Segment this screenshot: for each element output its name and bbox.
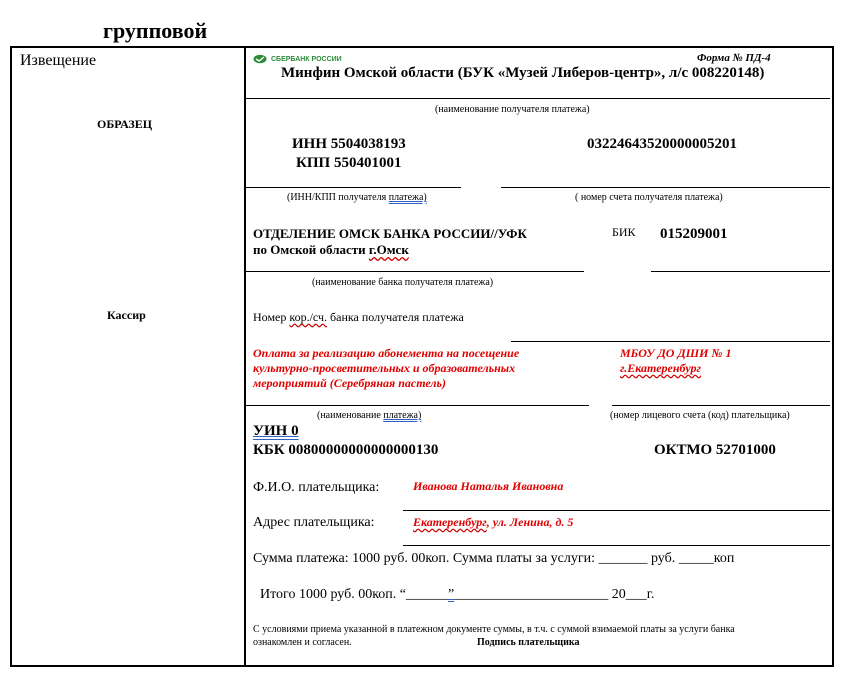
bik-value: 015209001 xyxy=(660,226,728,242)
inn-value: ИНН 5504038193 xyxy=(292,136,406,152)
payer-account-underline xyxy=(612,405,830,406)
purpose-hint: (наименование платежа) xyxy=(317,410,422,421)
account-hint: ( номер счета получателя платежа) xyxy=(575,192,723,203)
sberbank-logo-icon xyxy=(253,54,267,64)
kpp-value: КПП 550401001 xyxy=(296,155,402,171)
payer-city: г.Екатеренбург xyxy=(620,361,701,375)
bank-underline xyxy=(244,271,584,272)
inn-hint: (ИНН/КПП получателя платежа) xyxy=(287,192,427,203)
notice-label: Извещение xyxy=(20,52,97,69)
recipient-underline xyxy=(244,98,830,99)
bik-underline xyxy=(651,271,830,272)
bik-label: БИК xyxy=(612,225,636,239)
sample-label: ОБРАЗЕЦ xyxy=(97,117,153,131)
sberbank-logo-text: СБЕРБАНК РОССИИ xyxy=(271,55,342,63)
payment-purpose-line2: культурно-просветительных и образовательных xyxy=(253,361,516,375)
cashier-label: Кассир xyxy=(107,308,146,322)
purpose-underline xyxy=(244,405,589,406)
account-underline xyxy=(501,187,830,188)
oktmo-value: ОКТМО 52701000 xyxy=(654,442,776,458)
payer-organization: МБОУ ДО ДШИ № 1 xyxy=(620,346,732,360)
account-number: 03224643520000005201 xyxy=(587,136,737,152)
corr-account-label: Номер кор./сч. банка получателя платежа xyxy=(253,310,464,324)
inn-underline xyxy=(244,187,461,188)
recipient-hint: (наименование получателя платежа) xyxy=(435,104,590,115)
uin-value: УИН 0 xyxy=(253,423,299,439)
payer-address-underline xyxy=(403,545,830,546)
payer-signature-label: Подпись плательщика xyxy=(477,637,580,648)
payment-purpose-line3: мероприятий (Серебряная пастель) xyxy=(253,376,447,390)
form-number: Форма № ПД-4 xyxy=(697,52,771,64)
payment-purpose-line1: Оплата за реализацию абонемента на посещение xyxy=(253,346,520,360)
column-divider xyxy=(244,46,246,667)
corr-account-underline xyxy=(511,341,830,342)
recipient-name: Минфин Омской области (БУК «Музей Либеров-центр», л/с 008220148) xyxy=(281,65,765,81)
payer-name-underline xyxy=(403,510,830,511)
payment-sum-line: Сумма платежа: 1000 руб. 00коп. Сумма платы за услуги: _______ руб. _____коп xyxy=(253,551,735,566)
bank-hint: (наименование банка получателя платежа) xyxy=(312,277,494,288)
payer-account-hint: (номер лицевого счета (код) плательщика) xyxy=(610,410,790,421)
total-line: Итого 1000 руб. 00коп. “______”______________________ 20___г. xyxy=(260,587,655,602)
bank-name-line2: по Омской области г.Омск xyxy=(253,242,409,257)
payer-address-value[interactable]: Екатеренбург, ул. Ленина, д. 5 xyxy=(413,515,574,529)
terms-line2: ознакомлен и согласен. xyxy=(253,637,352,648)
kbk-value: КБК 00800000000000000130 xyxy=(253,442,439,458)
terms-line1: С условиями приема указанной в платежном документе суммы, в т.ч. с суммой взимаемой платы за услуги банка xyxy=(253,624,735,635)
bank-name-line1: ОТДЕЛЕНИЕ ОМСК БАНКА РОССИИ//УФК xyxy=(253,226,527,241)
payer-address-label: Адрес плательщика: xyxy=(253,515,375,530)
payer-name-label: Ф.И.О. плательщика: xyxy=(253,480,380,495)
document-title: групповой xyxy=(103,18,208,43)
payer-name-value[interactable]: Иванова Наталья Ивановна xyxy=(413,479,564,493)
